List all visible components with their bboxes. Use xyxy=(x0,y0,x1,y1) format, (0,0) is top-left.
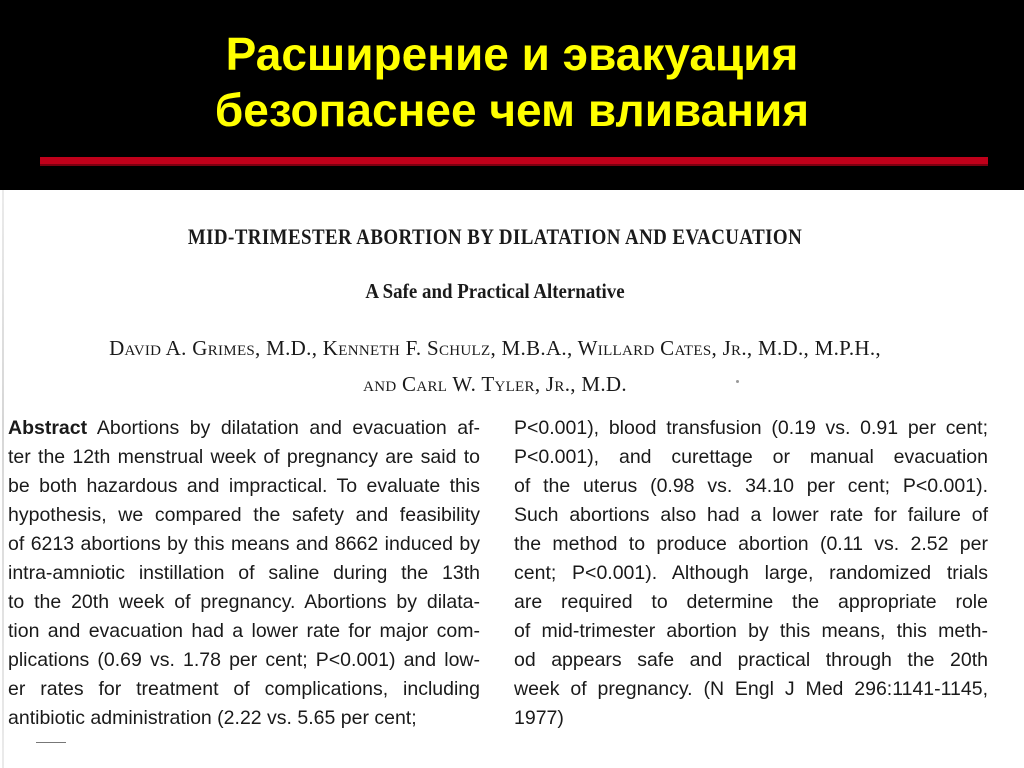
abstract-right-line: od appears safe and practical through the 20th xyxy=(514,649,988,671)
abstract-right-line: week of pregnancy. (N Engl J Med 296:1141-1145, xyxy=(514,678,988,700)
abstract-left-line: antibiotic administration (2.22 vs. 5.65 per cent; xyxy=(8,707,417,729)
abstract-right-line: are required to determine the appropriate role xyxy=(514,591,988,613)
abstract-left-line: be both hazardous and impractical. To evaluate this xyxy=(8,475,480,497)
slide-title-line-1: Расширение и эвакуация xyxy=(225,28,799,80)
abstract-left-line: of 6213 abortions by this means and 8662 induced by xyxy=(8,533,480,555)
slide-title-line-2: безопаснее чем вливания xyxy=(214,84,810,136)
authors-line-1: David A. Grimes, M.D., Kenneth F. Schulz, M.B.A., Willard Cates, Jr., M.D., M.P.H., xyxy=(109,336,881,360)
abstract-right-line: P<0.001), blood transfusion (0.19 vs. 0.91 per cent; xyxy=(514,417,988,439)
scan-mark xyxy=(36,742,66,743)
abstract-right-line: of the uterus (0.98 vs. 34.10 per cent; P<0.001). xyxy=(514,475,988,497)
abstract-right-line: 1977) xyxy=(514,707,564,729)
scan-edge xyxy=(2,190,4,768)
abstract-right-line: Such abortions also had a lower rate for failure of xyxy=(514,504,988,526)
abstract-left-line: tion and evacuation had a lower rate for major com- xyxy=(8,620,480,642)
paper-excerpt xyxy=(0,190,1024,768)
abstract-left-line: intra-amniotic instillation of saline during the 13th xyxy=(8,562,480,584)
abstract-left-line: plications (0.69 vs. 1.78 per cent; P<0.001) and low- xyxy=(8,649,480,671)
abstract-right-line: P<0.001), and curettage or manual evacuation xyxy=(514,446,988,468)
abstract-left-line: Abstract Abortions by dilatation and evacuation af- xyxy=(8,417,480,439)
title-divider xyxy=(40,157,988,164)
abstract-left-line: ter the 12th menstrual week of pregnancy are said to xyxy=(8,446,480,468)
slide-title xyxy=(0,26,1024,138)
paper-title: MID-TRIMESTER ABORTION BY DILATATION AND EVACUATION xyxy=(187,224,803,249)
authors-line-2: and Carl W. Tyler, Jr., M.D. xyxy=(363,372,627,396)
slide-header xyxy=(0,0,1024,190)
abstract-left-line: to the 20th week of pregnancy. Abortions by dilata- xyxy=(8,591,480,613)
abstract-right-line: the method to produce abortion (0.11 vs. 2.52 per xyxy=(514,533,988,555)
abstract-right-line: cent; P<0.001). Although large, randomized trials xyxy=(514,562,988,584)
abstract-left-column xyxy=(8,414,480,733)
abstract-label: Abstract xyxy=(8,417,88,439)
abstract-left-line: hypothesis, we compared the safety and feasibility xyxy=(8,504,480,526)
paper-authors xyxy=(0,330,990,402)
abstract-right-line: of mid-trimester abortion by this means, this meth- xyxy=(514,620,988,642)
abstract-left-line: er rates for treatment of complications, including xyxy=(8,678,480,700)
abstract-right-column xyxy=(514,414,988,733)
paper-subtitle: A Safe and Practical Alternative xyxy=(365,279,625,303)
